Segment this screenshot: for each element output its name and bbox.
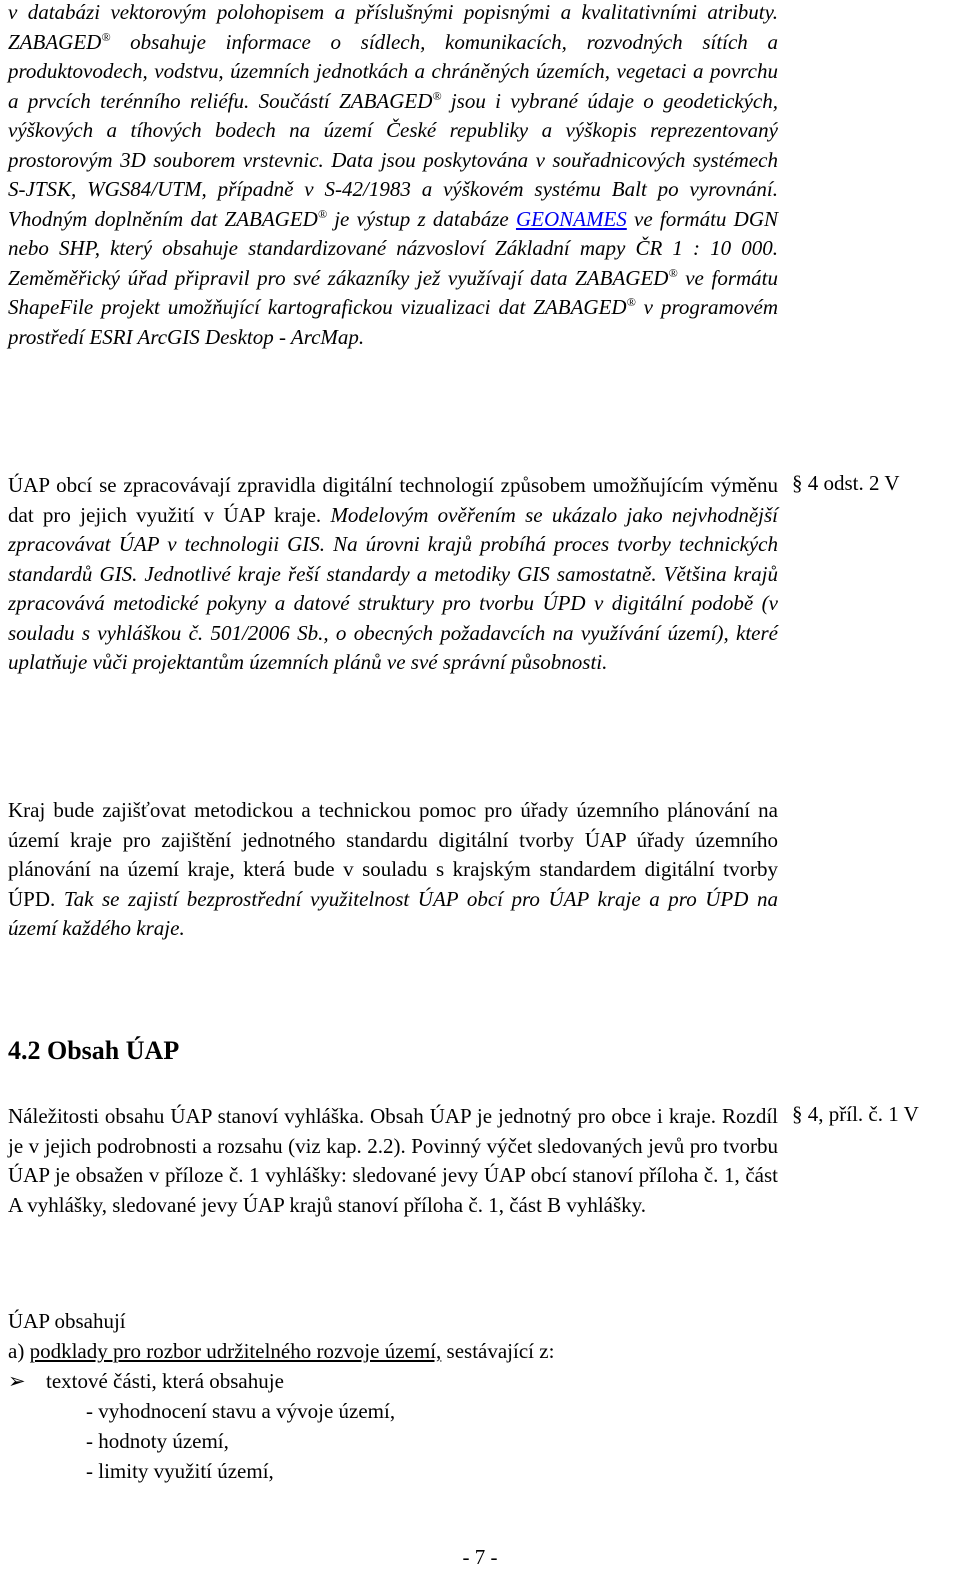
registered-mark: ® bbox=[626, 295, 636, 309]
text-run: Náležitosti obsahu ÚAP stanoví vyhláška. Obsah ÚAP je jednotný pro obce i kraje. Rozdíl je v jejich podrobnosti a rozsahu (viz kap. 2.2). Povinný výčet sledovaných jevů pro tvorbu ÚAP je obsažen v příloze č. 1 vyhlášky: sledované jevy ÚAP obcí stanoví příloha č. 1, část A vyhlášky, sledované jevy ÚAP krajů stanoví příloha č. 1, část B vyhlášky. bbox=[8, 1104, 778, 1217]
text-run: ve formátu DGN nebo SHP, který obsahuje standardizované názvosloví Základní mapy ČR 1 : 10 000. Zeměměřický úřad připravil pro své zákazníky jež využívají data ZABAGED bbox=[8, 206, 778, 290]
list-item-a bbox=[8, 1339, 554, 1364]
list-intro: ÚAP obsahují bbox=[8, 1309, 126, 1333]
sub-item: - vyhodnocení stavu a vývoje území, bbox=[86, 1399, 396, 1423]
text-run: je výstup z databáze bbox=[326, 206, 516, 231]
registered-mark: ® bbox=[432, 88, 442, 103]
sub-item: - limity využití území, bbox=[86, 1459, 274, 1483]
bullet-text: textové části, která obsahuje bbox=[46, 1369, 284, 1393]
paragraph-zabaged bbox=[8, 0, 778, 352]
geonames-link[interactable]: GEONAMES bbox=[515, 206, 627, 231]
paragraph-obsah bbox=[8, 1102, 778, 1220]
item-underlined: podklady pro rozbor udržitelného rozvoje území, bbox=[29, 1339, 442, 1363]
text-run: Kraj bude zajišťovat metodickou a technickou pomoc pro úřady územního plánování na území kraje pro zajištění jednotného standardu digitální tvorby ÚAP úřady územního plánování na území kraje, která bude v souladu s krajským standardem digitální tvorby ÚPD. bbox=[8, 798, 778, 911]
margin-reference: § 4 odst. 2 V bbox=[792, 471, 900, 495]
registered-mark: ® bbox=[668, 265, 678, 280]
text-run: obsahuje informace o sídlech, komunikacích, rozvodných sítích a produktovodech, vodstvu, územních jednotkách a chráněných územích, vegetaci a povrchu a prvcích terénního reliéfu. Součástí ZABAGED bbox=[8, 29, 778, 113]
section-heading: 4.2 Obsah ÚAP bbox=[8, 1036, 180, 1065]
text-run-italic: Modelovým ověřením se ukázalo jako nejvhodnější zpracovávat ÚAP v technologii GIS. Na úrovni krajů probíhá proces tvorby technických standardů GIS. Jednotlivé kraje řeší standardy a metodiky GIS samostatně. Většina krajů zpracovává metodické pokyny a datové struktury pro tvorbu ÚPD v digitální podobě (v souladu s vyhláškou č. 501/2006 Sb., o obecných požadavcích na využívání území), které uplatňuje vůči projektantům územních plánů ve své správní působnosti. bbox=[8, 502, 778, 674]
registered-mark: ® bbox=[317, 206, 327, 221]
item-prefix: a) bbox=[8, 1339, 30, 1363]
text-run-italic: Tak se zajistí bezprostřední využitelnost ÚAP obcí pro ÚAP kraje a pro ÚPD na území každého kraje. bbox=[8, 886, 778, 940]
paragraph-kraj-support bbox=[8, 796, 778, 944]
registered-mark: ® bbox=[101, 29, 111, 44]
sub-item: - hodnoty území, bbox=[86, 1429, 229, 1453]
text-run: jsou i vybrané údaje o geodetických, výškových a tíhových bodech na území České republiky a výškopis reprezentovaný prostorovým 3D souborem vrstevnic. Data jsou poskytována v souřadnicových systémech S-JTSK, WGS84/UTM, případně v S-42/1983 a výškovém systému Balt po vyrovnání. Vhodným doplněním dat ZABAGED bbox=[8, 88, 778, 231]
page-number: - 7 - bbox=[462, 1545, 498, 1569]
arrow-bullet-icon: ➢ bbox=[8, 1369, 26, 1393]
paragraph-uap-digital bbox=[8, 471, 778, 678]
text-run: v programovém prostředí ESRI ArcGIS Desktop - ArcMap. bbox=[8, 295, 779, 349]
bullet-item bbox=[8, 1369, 284, 1394]
text-run: ve formátu ShapeFile projekt umožňující kartografickou vizualizaci dat ZABAGED bbox=[8, 265, 778, 319]
text-run: ÚAP obcí se zpracovávají zpravidla digitální technologií způsobem umožňujícím výměnu dat pro jejich využití v ÚAP kraje. bbox=[8, 473, 778, 527]
margin-reference: § 4, příl. č. 1 V bbox=[792, 1102, 919, 1126]
item-suffix: sestávající z: bbox=[441, 1339, 555, 1363]
text-run: v databázi vektorovým polohopisem a příslušnými popisnými a kvalitativními atributy. ZABAGED bbox=[8, 0, 778, 54]
